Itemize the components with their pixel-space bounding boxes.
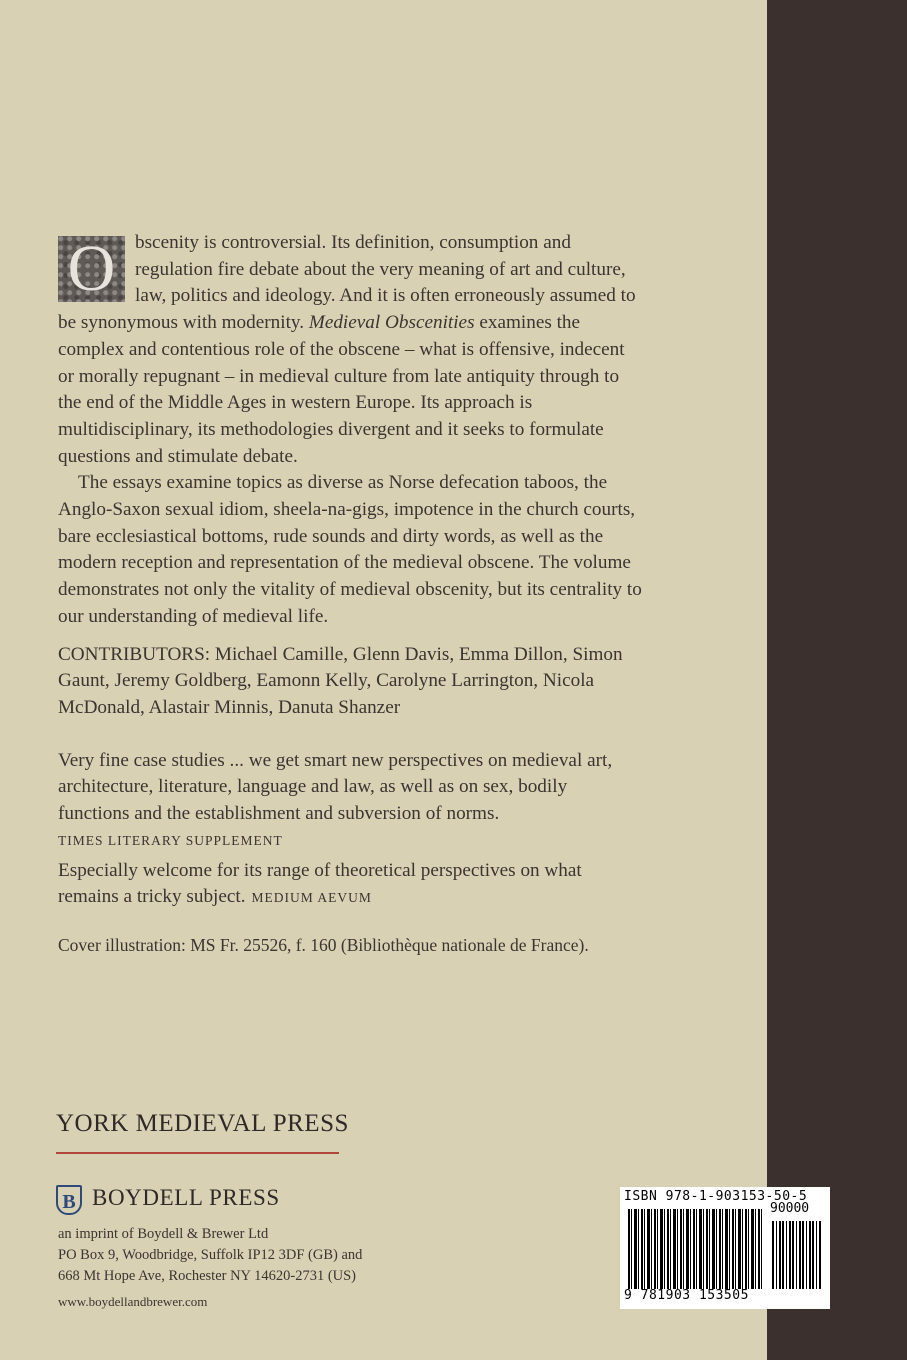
series-name: YORK MEDIEVAL PRESS bbox=[56, 1110, 349, 1137]
review-source-2: MEDIUM AEVUM bbox=[251, 890, 372, 906]
blurb-paragraph-1: O bscenity is controversial. Its definition, consumption and regulation fire debate about the very meaning of art and culture, law, politics and ideology. And it is often erroneously assumed to be synonymous with modernity. Medieval Obscenities examines the complex and contentious role of the obscene – what is offensive, indecent or morally repugnant – in medieval culture from late antiquity through to the end of the Middle Ages in western Europe. Its approach is multidisciplinary, its methodologies divergent and it seeks to formulate questions and stimulate debate. bbox=[58, 232, 636, 467]
price-addon: 90000 bbox=[770, 1201, 810, 1216]
review-quote-2: Especially welcome for its range of theoretical perspectives on what remains a tricky subject. MEDIUM AEVUM bbox=[58, 859, 582, 908]
barcode bbox=[620, 1187, 830, 1309]
publisher-website: www.boydellandbrewer.com bbox=[58, 1294, 208, 1309]
review-quote-1: Very fine case studies ... we get smart new perspectives on medieval art, architecture, literature, language and law, as well as on sex, bodily functions and the establishment and subversion of norms. TIMES LITERARY SUPPLEMENT bbox=[58, 748, 643, 852]
dropcap-o: O bbox=[58, 236, 125, 302]
ean-bars bbox=[628, 1209, 763, 1289]
ean-number: 9 781903 153505 bbox=[624, 1288, 749, 1303]
review-source-1: TIMES LITERARY SUPPLEMENT bbox=[58, 832, 283, 848]
spine-band bbox=[767, 0, 907, 1360]
series-rule bbox=[56, 1152, 339, 1154]
isbn-label: ISBN 978-1-903153-50-5 bbox=[624, 1189, 808, 1204]
publisher-name: BOYDELL PRESS bbox=[92, 1185, 280, 1210]
contributors: CONTRIBUTORS: Michael Camille, Glenn Davis, Emma Dillon, Simon Gaunt, Jeremy Goldberg, Eamonn Kelly, Carolyne Larrington, Nicola McDonald, Alastair Minnis, Danuta Shanzer bbox=[58, 643, 623, 718]
back-cover-text bbox=[58, 230, 643, 959]
book-title: Medieval Obscenities bbox=[308, 312, 475, 334]
cover-illustration-credit: Cover illustration: MS Fr. 25526, f. 160 (Bibliothèque nationale de France). bbox=[58, 935, 589, 956]
addon-bars bbox=[772, 1221, 822, 1289]
boydell-shield-icon: B bbox=[56, 1185, 82, 1215]
blurb-paragraph-2: The essays examine topics as diverse as Norse defecation taboos, the Anglo-Saxon sexual idiom, sheela-na-gigs, impotence in the church courts, bare ecclesiastical bottoms, rude sounds and dirty words, as well as the modern reception and representation of the medieval obscene. The volume demonstrates not only the vitality of medieval obscenity, but its centrality to our understanding of medieval life. bbox=[58, 472, 642, 627]
publisher-address: an imprint of Boydell & Brewer Ltd PO Box 9, Woodbridge, Suffolk IP12 3DF (GB) and 668 Mt Hope Ave, Rochester NY 14620-2731 (US) bbox=[58, 1226, 363, 1284]
